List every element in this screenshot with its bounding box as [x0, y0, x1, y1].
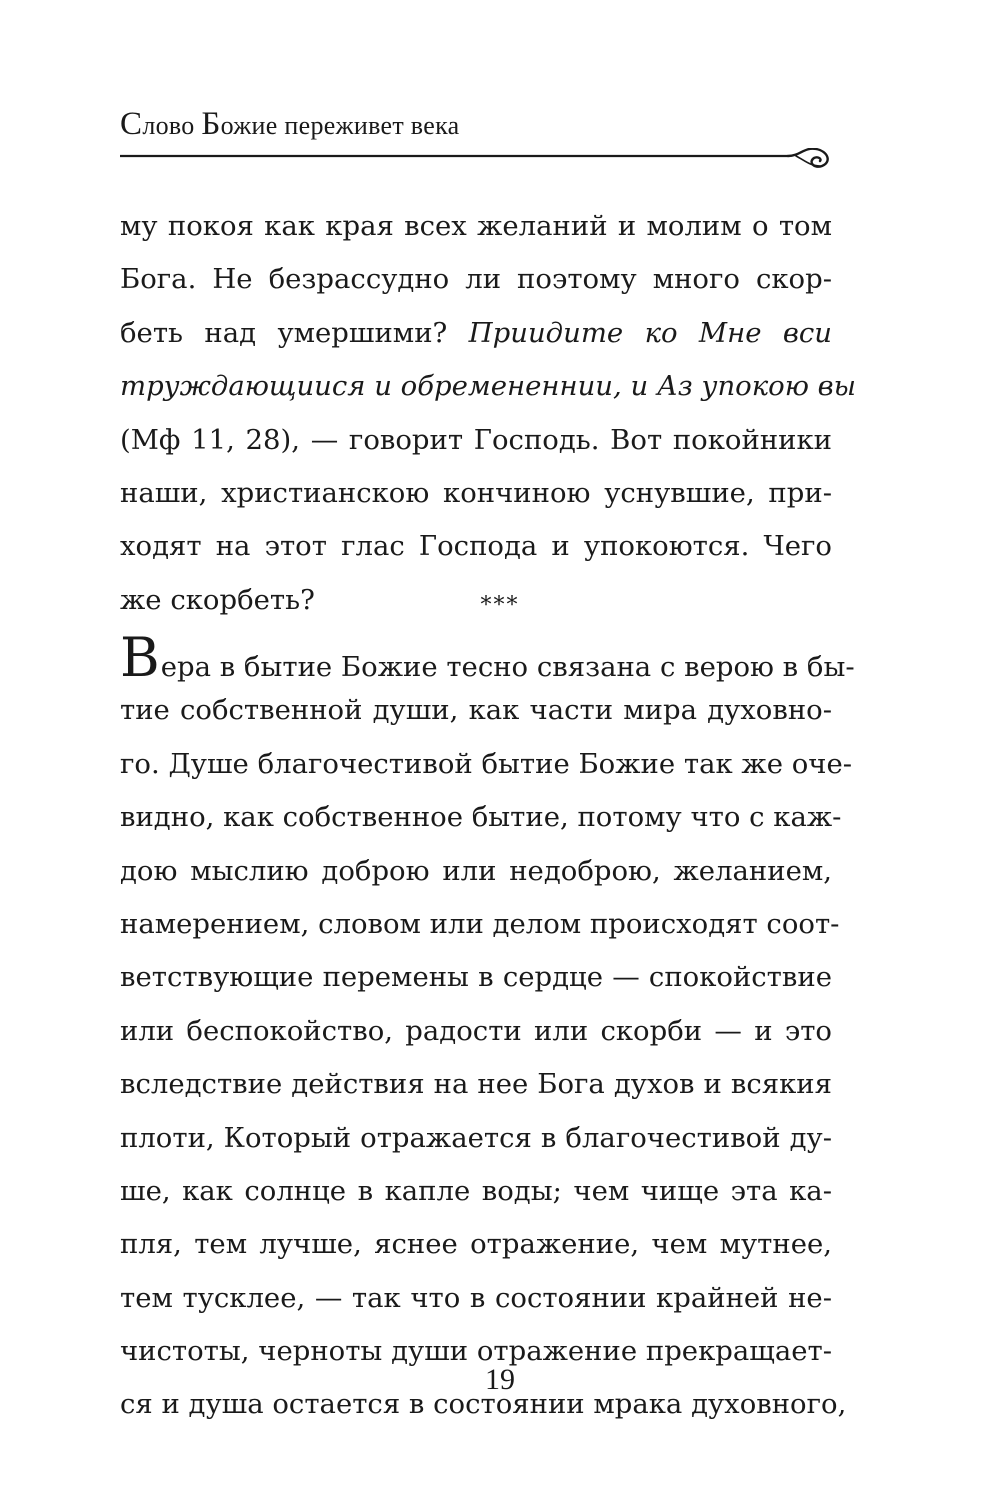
paragraph-1-line: ходят на этот глас Господа и упокоются. Чего — [120, 530, 832, 563]
paragraph-2-line: го. Душе благочестивой бытие Божие так же оче- — [120, 747, 853, 780]
paragraph-2-line: тем тусклее, — так что в состоянии крайней не- — [120, 1281, 832, 1314]
paragraph-1-line: (Мф 11, 28), — говорит Господь. Вот покойники — [120, 423, 832, 456]
paragraph-2-line: ся и душа остается в состоянии мрака духовного, — [120, 1388, 847, 1421]
paragraph-1-line: му покоя как края всех желаний и молим о том — [120, 210, 832, 242]
paragraph-2-line: дою мыслию доброю или недоброю, желанием, — [120, 854, 832, 887]
paragraph-1-line: наши, христианскою кончиною уснувшие, при- — [120, 476, 832, 509]
paragraph-2-line: ветствующие перемены в сердце — спокойствие — [120, 961, 832, 994]
paragraph-1-line: Бога. Не безрассудно ли поэтому много скор- — [120, 263, 832, 296]
paragraph-1 — [120, 200, 857, 627]
header-title-initial: С — [120, 106, 143, 142]
header-title-capital-2: Б — [201, 106, 221, 142]
paragraph-2-line: пля, тем лучше, яснее отражение, чем мутнее, — [120, 1228, 832, 1261]
section-divider: *** — [480, 593, 520, 618]
header-title-part-1: лово — [142, 111, 202, 140]
paragraph-2-line: тие собственной души, как части мира духовно- — [120, 694, 832, 727]
paragraph-2-line: видно, как собственное бытие, потому что с каж- — [120, 801, 842, 834]
header-title-part-2: ожие переживет века — [220, 111, 460, 140]
page-number: 19 — [485, 1363, 515, 1396]
paragraph-1-line-mixed — [120, 307, 832, 360]
running-header-title — [120, 104, 459, 146]
paragraph-1-line: же скорбеть? — [120, 583, 315, 616]
paragraph-2-line: вследствие действия на нее Бога духов и всякия — [120, 1068, 832, 1101]
paragraph-2-line: плоти, Который отражается в благочестивой ду- — [120, 1121, 832, 1154]
drop-cap: В — [120, 626, 160, 689]
paragraph-2-line: или беспокойство, радости или скорби — и это — [120, 1014, 832, 1047]
paragraph-2-line: ше, как солнце в капле воды; чем чище эта ка- — [120, 1174, 832, 1207]
scripture-quote-line — [120, 360, 857, 413]
scripture-quote: труждающиися и обремененнии, и Аз упокою вы — [120, 370, 857, 403]
paragraph-1-text: беть над умершими? — [120, 316, 448, 349]
paragraph-2 — [120, 626, 855, 1432]
header-rule-ornament — [120, 148, 840, 168]
paragraph-2-text: ера в бытие Божие тесно связана с верою в бы- — [160, 651, 855, 683]
scripture-quote: Приидите ко Мне вси — [468, 316, 832, 349]
paragraph-2-line: намерением, словом или делом происходят соот- — [120, 907, 840, 940]
paragraph-2-first-line — [120, 626, 855, 689]
paragraph-2-line: чистоты, черноты души отражение прекращает- — [120, 1335, 832, 1368]
running-header — [120, 104, 840, 164]
